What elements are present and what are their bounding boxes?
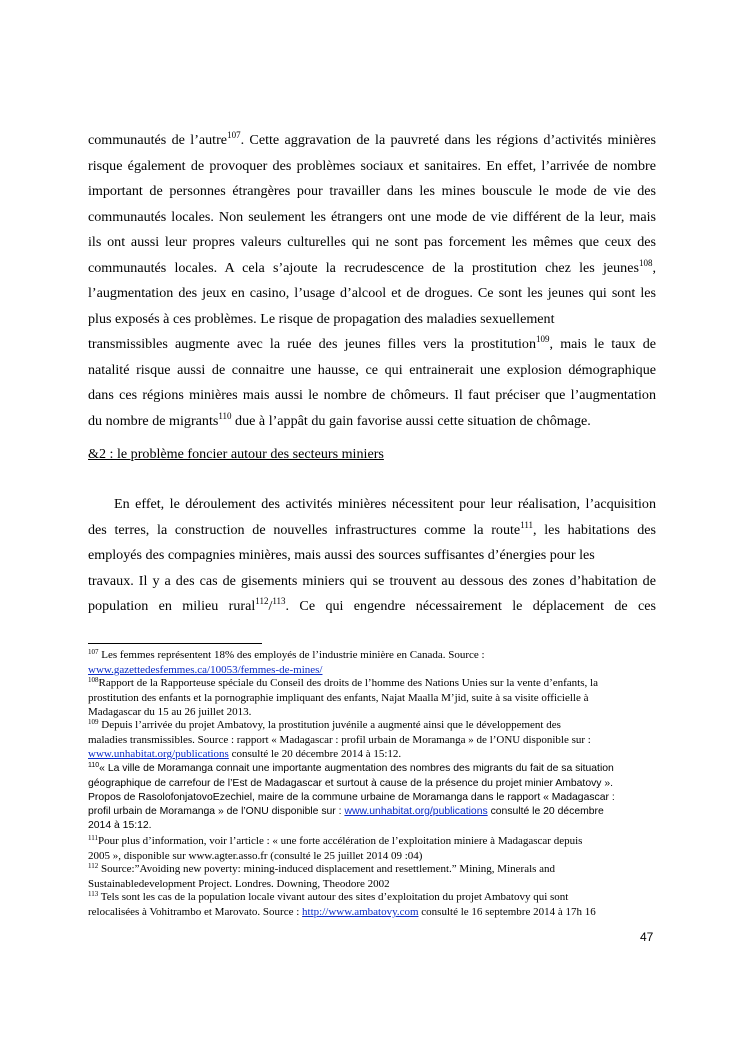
text-line: En effet, le déroulement des activités minières nécessitent pour leur réalisation, l’acquisition [114, 496, 656, 512]
footnote-111: $^{111}$Pour plus d’information, voir l’article : « une forte accélération de l’exploitation miniere à Madagascar depuis 2005 », disponible sur www.agter.asso.fr (consulté le 25 juillet 2014 09 :04) [88, 834, 583, 862]
page-number: 47 [640, 930, 654, 944]
text-line: communautés locales. A cela s’ajoute la recrudescence de la prostitution chez les jeunes$^{108}$, [88, 257, 656, 276]
footnote-112: $^{112}$ Source:”Avoiding new poverty: mining-induced displacement and resettlement.” Mining, Minerals and Sustainabledevelopment Project. Londres. Downing, Theodore 2002 [88, 862, 556, 890]
text-line: important de personnes étrangères pour travailler dans les mines bouscule le mode de vie des [88, 183, 656, 199]
footnote-link[interactable]: http://www.ambatovy.com [302, 906, 419, 918]
footnote-113: $^{113}$ Tels sont les cas de la population locale vivant autour des sites d’exploitation du projet Ambatovy qui sont relocalisées à Vohitrambo et Marovato. Source : http://www.ambatovy.com consulté le 16 septembre 2014 à 17h 16 [88, 890, 596, 918]
footnote-ref[interactable]: 109 [536, 334, 550, 344]
footnote-link[interactable]: www.unhabitat.org/publications [344, 806, 488, 817]
footnote-ref[interactable]: 113 [272, 596, 286, 606]
footnote-ref[interactable]: 110 [218, 410, 232, 421]
footnote-ref[interactable]: 112 [255, 596, 269, 606]
section-heading: &2 : le problème foncier autour des secteurs miniers [88, 446, 384, 462]
text-line: population en milieu rural$^{112}$/$^{113}$. Ce qui engendre nécessairement le déplacement de ces [88, 596, 656, 614]
text-line: employés des compagnies minières, mais aussi des sources suffisantes d’énergies pour les [88, 547, 595, 563]
footnote-107: $^{107}$ Les femmes représentent 18% des employés de l’industrie minière en Canada. Source : www.gazettedesfemmes.ca/10053/femmes-de-mines/ [88, 648, 485, 676]
text-line: ils ont aussi leur propres valeurs culturelles qui ne sont pas forcement les mêmes que ceux des [88, 234, 656, 250]
text-line: travaux. Il y a des cas de gisements miniers qui se trouvent au dessous des zones d’habitation de [88, 572, 656, 589]
text-line: natalité risque aussi de connaitre une hausse, ce qui entrainerait une explosion démographique [88, 361, 656, 378]
text-line: du nombre de migrants$^{110}$ due à l’appât du gain favorise aussi cette situation de chômage. [88, 410, 591, 429]
footnote-ref[interactable]: 111 [520, 519, 534, 530]
footnote-link[interactable]: www.unhabitat.org/publications [88, 748, 229, 760]
text-line: risque également de provoquer des problèmes sociaux et sanitaires. En effet, l’arrivée de nombre [88, 157, 656, 174]
footnote-ref[interactable]: 107 [227, 130, 241, 140]
text-line: transmissibles augmente avec la ruée des jeunes filles vers la prostitution$^{109}$, mais le taux de [88, 334, 656, 352]
text-line: plus exposés à ces problèmes. Le risque de propagation des maladies sexuellement [88, 310, 555, 327]
footnote-108: $^{108}$Rapport de la Rapporteuse spéciale du Conseil des droits de l’homme des Nations Unies sur la vente d’enfants, la prostitution des enfants et la pornographie impliquant des enfants, Najat Maalla M’jid, suite à sa visite officielle à Madagascar du 15 au 26 juillet 2013. [88, 676, 598, 718]
text-line: l’augmentation des jeux en casino, l’usage d’alcool et de drogues. Ce sont les jeunes qui sont les [88, 285, 656, 301]
text-line: dans ces régions minières mais aussi le nombre de chômeurs. Il faut préciser que l’augmentation [88, 387, 656, 403]
footnote-separator [88, 643, 262, 644]
footnote-ref[interactable]: 108 [638, 257, 653, 268]
text-line: des terres, la construction de nouvelles infrastructures comme la route$^{111}$, les habitations des [88, 519, 656, 538]
footnote-110: $^{110}$« La ville de Moramanga connait une importante augmentation des nombres des migrants du fait de sa situation géographique de carrefour de l’Est de Madagascar et surtout à cause de la présence du projet minier Ambatovy ». Propos de RasolofonjatovoEzechiel, maire de la commune urbaine de Moramanga dans le rapport « Madagascar : profil urbain de Moramanga » de l’ONU disponible sur : www.unhabitat.org/publications consulté le 20 décembre 2014 à 15:12. [88, 762, 615, 831]
footnote-109: $^{109}$ Depuis l’arrivée du projet Ambatovy, la prostitution juvénile a augmenté ainsi que le développement des maladies transmissibles. Source : rapport « Madagascar : profil urbain de Moramanga » de l’ONU disponible sur : www.unhabitat.org/publications consulté le 20 décembre 2014 à 15:12. [88, 718, 591, 760]
footnote-link[interactable]: www.gazettedesfemmes.ca/10053/femmes-de-mines/ [88, 664, 323, 676]
text-line: communautés locales. Non seulement les étrangers ont une mode de vie différent de la leur, mais [88, 208, 656, 225]
text-line: communautés de l’autre$^{107}$. Cette aggravation de la pauvreté dans les régions d’activités minières [88, 130, 657, 148]
